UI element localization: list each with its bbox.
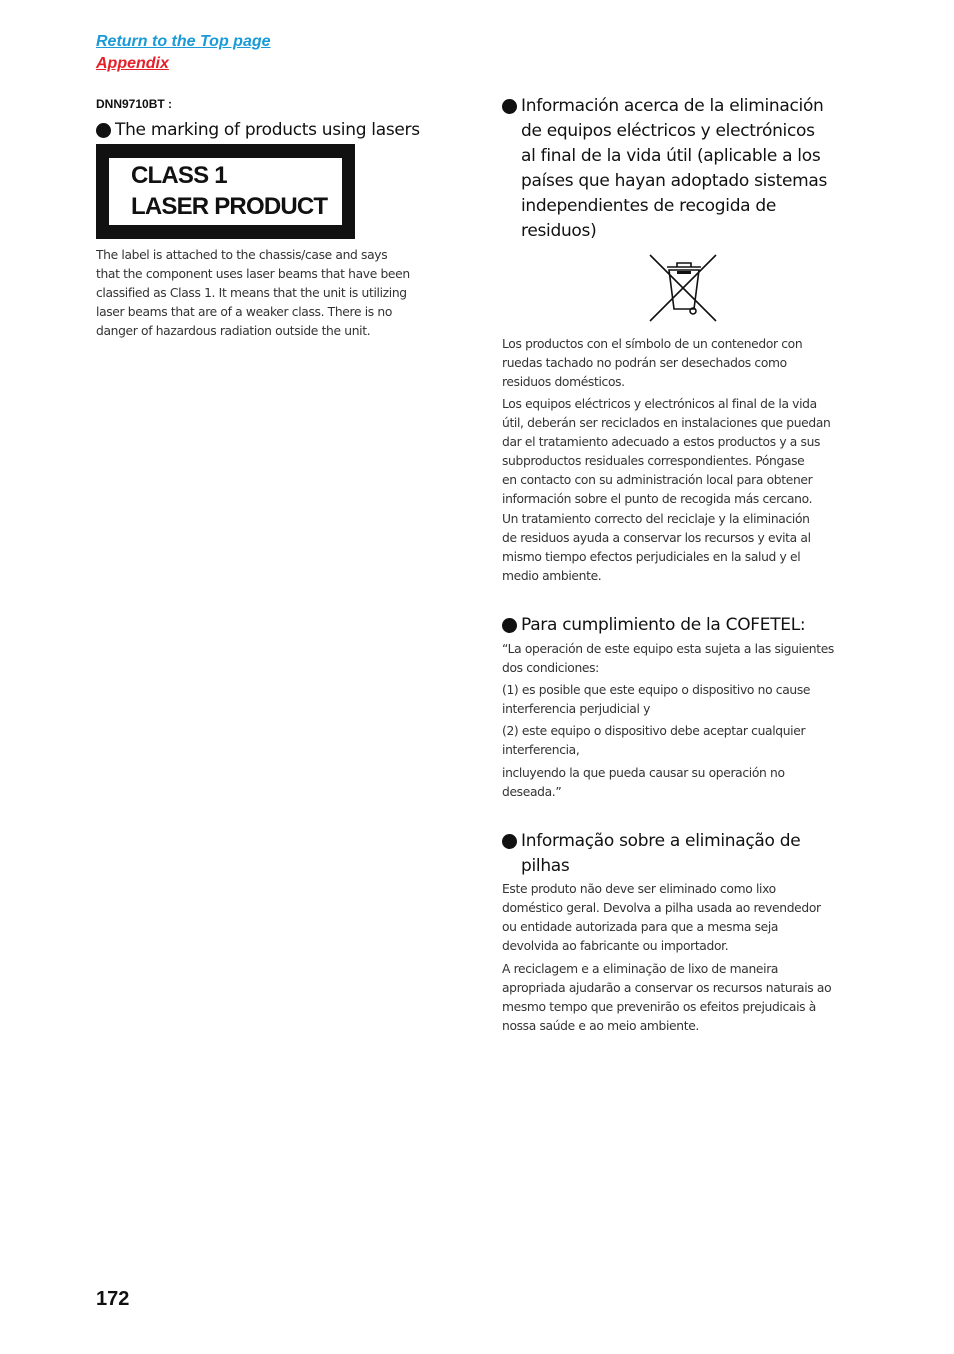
cofetel-paragraph-2: (1) es posible que este equipo o dispositivo no cause interferencia perjudicial y	[502, 683, 811, 717]
weee-paragraph-2: Los equipos eléctricos y electrónicos al final de la vida útil, deberán ser reciclados en instalaciones que puedan dar el tratamiento adecuado a estos productos y a sus subproductos residuales correspondientes. Póngase en contacto con su administración local para obtener información sobre el punto de recogida más cercano. Un tratamiento correcto del reciclaje y la eliminación de residuos ayuda a conservar los recursos y evita al mismo tiempo efectos perjudiciales en la salud y el medio ambiente.	[502, 397, 831, 583]
weee-paragraph-1: Los productos con el símbolo de un contenedor con ruedas tachado no podrán ser desechados como residuos domésticos.	[502, 337, 803, 390]
cofetel-heading-text: Para cumplimiento de la COFETEL:	[521, 615, 806, 635]
pilhas-heading	[502, 829, 862, 879]
bullet-icon	[96, 123, 111, 138]
weee-heading	[502, 94, 862, 244]
bullet-icon	[502, 99, 517, 114]
pilhas-heading-text: Informação sobre a eliminação de pilhas	[521, 831, 801, 876]
page-number: 172	[96, 1288, 130, 1310]
cofetel-heading	[502, 613, 862, 638]
crossed-out-wheelie-bin-icon	[649, 253, 717, 323]
weee-heading-text: Información acerca de la eliminación de equipos eléctricos y electrónicos al final de la vida útil (aplicable a los países que hayan adoptado sistemas independientes de recogida de residuos)	[521, 96, 828, 241]
class1-laser-label	[96, 144, 355, 239]
laser-description: The label is attached to the chassis/case and says that the component uses laser beams that have been classified as Class 1. It means that the unit is utilizing laser beams that are of a weaker class. There is no danger of hazardous radiation outside the unit.	[96, 248, 410, 339]
cofetel-paragraph-4: incluyendo la que pueda causar su operación no deseada.”	[502, 766, 785, 800]
pilhas-paragraph-2: A reciclagem e a eliminação de lixo de maneira apropriada ajudarão a conservar os recursos naturais ao mesmo tempo que prevenirão os efeitos prejudicais à nossa saúde e ao meio ambiente.	[502, 962, 832, 1034]
bullet-icon	[502, 834, 517, 849]
pilhas-paragraph-1: Este produto não deve ser eliminado como lixo doméstico geral. Devolva a pilha usada ao revendedor ou entidade autorizada para que a mesma seja devolvida ao fabricante ou importador.	[502, 882, 821, 954]
model-label: DNN9710BT :	[96, 97, 173, 111]
laser-label-line-2: LASER PRODUCT	[131, 193, 328, 220]
appendix-link[interactable]: Appendix	[96, 55, 169, 72]
laser-heading-text: The marking of products using lasers	[115, 120, 420, 140]
cofetel-paragraph-1: “La operación de este equipo esta sujeta a las siguientes dos condiciones:	[502, 642, 834, 676]
cofetel-paragraph-3: (2) este equipo o dispositivo debe aceptar cualquier interferencia,	[502, 724, 806, 758]
bullet-icon	[502, 618, 517, 633]
laser-label-line-1: CLASS 1	[131, 162, 227, 189]
laser-heading	[96, 118, 420, 143]
return-to-top-link[interactable]: Return to the Top page	[96, 33, 271, 50]
